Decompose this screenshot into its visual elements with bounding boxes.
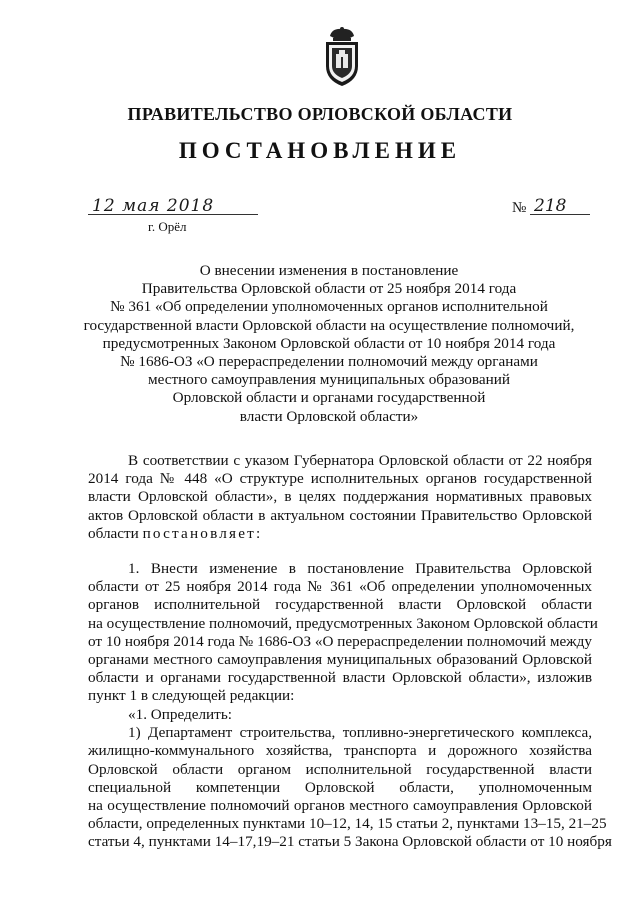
subitem-line: 1) Департамент строительства, топливно-энергетического комплекса, — [128, 724, 592, 742]
handwritten-number: 218 — [534, 196, 567, 216]
item-line: области от 25 ноября 2014 года № 361 «Об определении уполномоченных — [88, 578, 592, 596]
number-underline — [530, 214, 590, 215]
preamble-line: В соответствии с указом Губернатора Орловской области от 22 ноября — [128, 452, 592, 469]
quote-intro: «1. Определить: — [128, 706, 232, 723]
item-line: пункт 1 в следующей редакции: — [88, 687, 295, 705]
subject-line: Орловской области и органами государственной — [172, 389, 486, 407]
decree-word: постановляет: — [142, 524, 263, 542]
subitem-line: специальной компетенции Орловской области, уполномоченным — [88, 778, 592, 796]
item-line: области и органами государственной власти Орловской области», изложив — [88, 669, 592, 687]
preamble-line: власти Орловской области», в целях поддержания нормативных правовых — [88, 488, 592, 506]
preamble-paragraph — [88, 452, 592, 543]
preamble-last-prefix: области — [88, 524, 143, 542]
subject-line: власти Орловской области» — [239, 407, 419, 425]
date-underline — [88, 214, 258, 215]
document-subject — [80, 262, 578, 426]
item-line: органами местного самоуправления муниципальных образований Орловской — [88, 651, 592, 669]
subitem-line: статьи 4, пунктами 14–17,19–21 статьи 5 Закона Орловской области от 10 ноября — [88, 833, 612, 851]
subitem-line: области, определенных пунктами 10–12, 14, 15 статьи 2, пунктами 13–15, 21–25 — [88, 815, 607, 833]
subject-line: № 361 «Об определении уполномоченных органов исполнительной — [110, 298, 548, 316]
preamble-last-line — [88, 525, 592, 543]
item-1-paragraph — [88, 560, 598, 706]
item-line: от 10 ноября 2014 года № 1686-ОЗ «О перераспределении полномочий между — [88, 632, 592, 650]
subject-line: предусмотренных Законом Орловской области от 10 ноября 2014 года — [102, 334, 556, 352]
government-title: ПРАВИТЕЛЬСТВО ОРЛОВСКОЙ ОБЛАСТИ — [127, 104, 513, 124]
item-line: на осуществление полномочий, предусмотренных Законом Орловской области — [88, 614, 598, 632]
subject-line: Правительства Орловской области от 25 ноября 2014 года — [141, 280, 517, 298]
subject-line: государственной власти Орловской области на осуществление полномочий, — [83, 316, 575, 334]
item-line: органов исполнительной государственной власти Орловской области — [88, 596, 592, 614]
item-line: 1. Внести изменение в постановление Правительства Орловской — [128, 560, 592, 577]
subitem-line: Орловской области органом исполнительной государственной власти — [88, 760, 592, 778]
document-type-title: ПОСТАНОВЛЕНИЕ — [178, 138, 462, 163]
quoted-section — [88, 706, 612, 852]
coat-of-arms-icon — [320, 26, 364, 88]
handwritten-date: 12 мая 2018 — [92, 196, 215, 216]
preamble-line: 2014 года № 448 «О структуре исполнительных органов государственной — [88, 470, 592, 488]
city-label: г. Орёл — [148, 219, 187, 234]
subject-line: местного самоуправления муниципальных образований — [148, 371, 510, 389]
subject-line: № 1686-ОЗ «О перераспределении полномочий между органами — [120, 353, 538, 371]
subitem-line: жилищно-коммунального хозяйства, транспорта и дорожного хозяйства — [88, 742, 592, 760]
preamble-line: актов Орловской области в актуальном состоянии Правительство Орловской — [88, 506, 592, 524]
subject-line: О внесении изменения в постановление — [199, 262, 459, 279]
number-label: № — [512, 200, 527, 216]
subitem-line: на осуществление полномочий органов местного самоуправления Орловской — [88, 797, 592, 815]
